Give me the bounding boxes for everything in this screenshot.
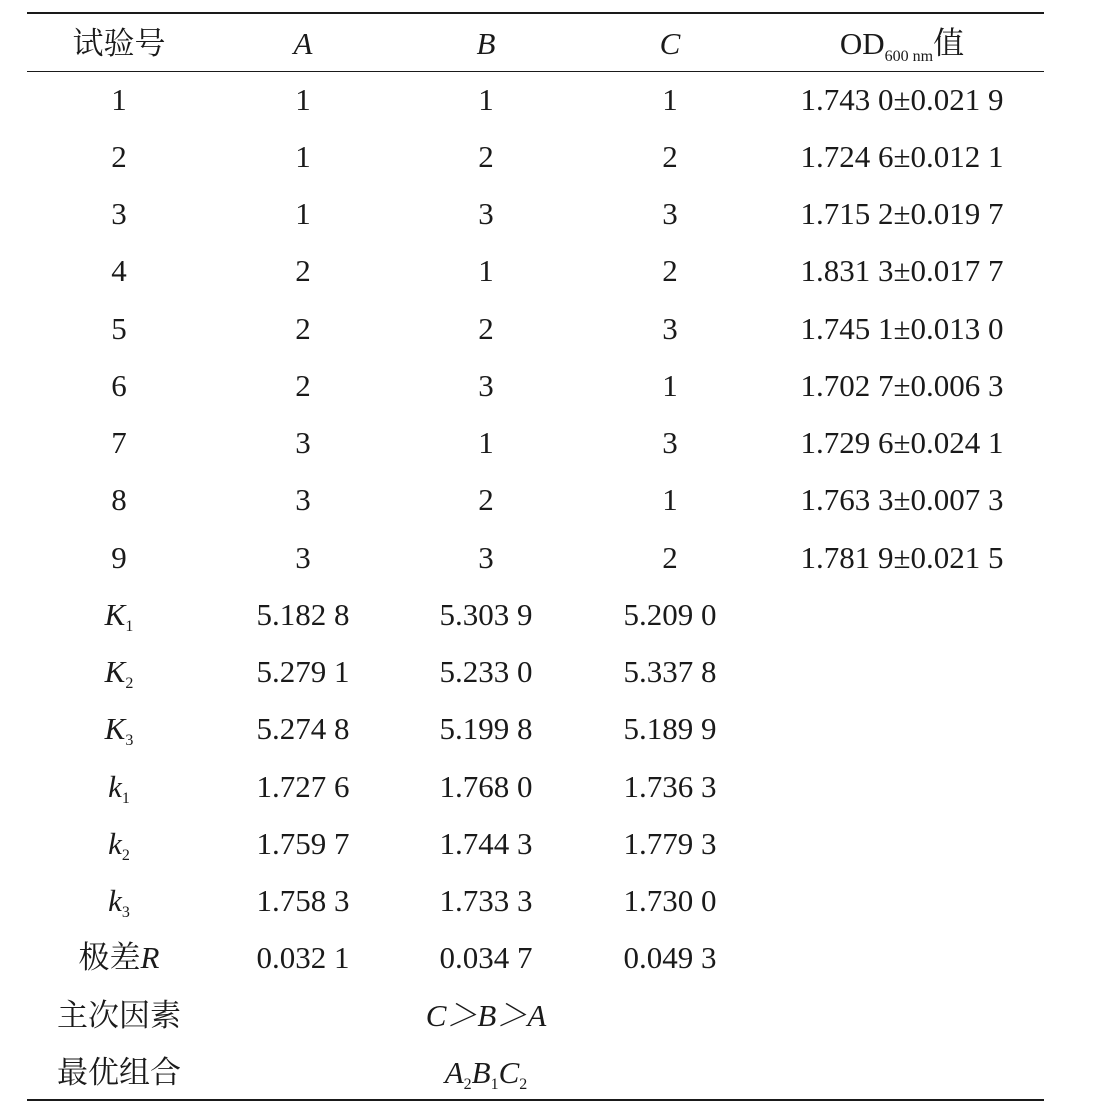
trial-no: 8: [111, 482, 127, 517]
stat-label: [105, 654, 134, 690]
stat-subscript: 2: [125, 675, 134, 692]
level-a: 1: [295, 139, 311, 174]
level-c: 3: [662, 311, 678, 346]
od-value: 1.724 6±0.012 1: [800, 139, 1004, 174]
stat-b: 5.303 9: [439, 597, 533, 632]
stat-label: [108, 826, 130, 862]
od-value: 1.729 6±0.024 1: [800, 425, 1004, 460]
header-od-main: OD: [839, 26, 885, 61]
stat-label: [108, 769, 130, 805]
stat-b: 1.733 3: [439, 883, 533, 918]
header-od-value: [839, 26, 965, 65]
level-c: 1: [662, 368, 678, 403]
stat-label: [105, 711, 134, 747]
stat-b: 1.768 0: [439, 769, 533, 804]
combo-factor: A: [444, 1055, 464, 1090]
stat-a: 5.274 8: [256, 711, 350, 746]
range-b: 0.034 7: [439, 940, 533, 975]
od-value: 1.743 0±0.021 9: [800, 82, 1004, 117]
trial-no: 7: [111, 425, 127, 460]
level-b: 1: [478, 253, 494, 288]
stat-b: 5.199 8: [439, 711, 533, 746]
stat-subscript: 3: [121, 904, 130, 921]
range-c: 0.049 3: [623, 940, 717, 975]
level-a: 2: [295, 253, 311, 288]
stat-a: 1.759 7: [256, 826, 350, 861]
stat-label: [108, 883, 130, 919]
level-b: 2: [478, 311, 494, 346]
combo-level: 2: [463, 1076, 472, 1093]
stat-a: 1.758 3: [256, 883, 350, 918]
stat-symbol: K: [104, 711, 126, 746]
header-od-sub: 600 nm: [884, 48, 934, 65]
optimal-combination-value: [445, 1055, 528, 1091]
level-a: 3: [295, 540, 311, 575]
od-value: 1.763 3±0.007 3: [800, 482, 1004, 517]
level-b: 2: [478, 139, 494, 174]
stat-a: 5.182 8: [256, 597, 350, 632]
stat-b: 1.744 3: [439, 826, 533, 861]
range-label: [79, 940, 160, 976]
stat-c: 1.730 0: [623, 883, 717, 918]
od-value: 1.702 7±0.006 3: [800, 368, 1004, 403]
level-c: 2: [662, 540, 678, 575]
table-bottom-rule: [27, 1099, 1044, 1101]
trial-no: 4: [111, 253, 127, 288]
level-b: 3: [478, 368, 494, 403]
stat-a: 1.727 6: [256, 769, 350, 804]
header-od-tail: 值: [933, 26, 965, 61]
od-value: 1.831 3±0.017 7: [800, 253, 1004, 288]
stat-label: [105, 597, 134, 633]
level-b: 1: [478, 425, 494, 460]
trial-no: 1: [111, 82, 127, 117]
combo-level: 2: [519, 1076, 528, 1093]
stat-c: 5.337 8: [623, 654, 717, 689]
level-a: 3: [295, 482, 311, 517]
level-b: 1: [478, 82, 494, 117]
range-label-cn: 极差: [78, 940, 141, 975]
level-b: 2: [478, 482, 494, 517]
trial-no: 9: [111, 540, 127, 575]
stat-subscript: 1: [121, 790, 130, 807]
range-label-symbol: R: [140, 940, 160, 975]
level-a: 1: [295, 196, 311, 231]
optimal-combination-label: 最优组合: [57, 1055, 181, 1090]
table-header-rule: [27, 71, 1044, 72]
table-top-rule: [27, 12, 1044, 14]
level-c: 2: [662, 139, 678, 174]
trial-no: 2: [111, 139, 127, 174]
header-factor-a: A: [293, 26, 313, 61]
trial-no: 6: [111, 368, 127, 403]
level-a: 1: [295, 82, 311, 117]
factor-order-value: C＞B＞A: [425, 998, 547, 1033]
od-value: 1.715 2±0.019 7: [800, 196, 1004, 231]
level-b: 3: [478, 540, 494, 575]
stat-subscript: 3: [125, 732, 134, 749]
level-a: 3: [295, 425, 311, 460]
stat-symbol: k: [108, 883, 122, 918]
stat-subscript: 2: [121, 847, 130, 864]
range-a: 0.032 1: [256, 940, 350, 975]
header-factor-b: B: [476, 26, 496, 61]
combo-factor: B: [471, 1055, 491, 1090]
stat-c: 1.779 3: [623, 826, 717, 861]
level-b: 3: [478, 196, 494, 231]
trial-no: 5: [111, 311, 127, 346]
level-a: 2: [295, 368, 311, 403]
stat-symbol: K: [104, 597, 126, 632]
od-value: 1.781 9±0.021 5: [800, 540, 1004, 575]
stat-b: 5.233 0: [439, 654, 533, 689]
combo-factor: C: [498, 1055, 520, 1090]
stat-c: 1.736 3: [623, 769, 717, 804]
stat-symbol: K: [104, 654, 126, 689]
level-a: 2: [295, 311, 311, 346]
stat-a: 5.279 1: [256, 654, 350, 689]
combo-level: 1: [490, 1076, 499, 1093]
stat-c: 5.209 0: [623, 597, 717, 632]
stat-c: 5.189 9: [623, 711, 717, 746]
trial-no: 3: [111, 196, 127, 231]
header-factor-c: C: [659, 26, 681, 61]
level-c: 3: [662, 425, 678, 460]
level-c: 3: [662, 196, 678, 231]
level-c: 1: [662, 482, 678, 517]
stat-subscript: 1: [125, 618, 134, 635]
stat-symbol: k: [108, 769, 122, 804]
level-c: 1: [662, 82, 678, 117]
stat-symbol: k: [108, 826, 122, 861]
level-c: 2: [662, 253, 678, 288]
factor-order-label: 主次因素: [57, 998, 181, 1033]
header-trial-no: 试验号: [72, 26, 166, 61]
od-value: 1.745 1±0.013 0: [800, 311, 1004, 346]
